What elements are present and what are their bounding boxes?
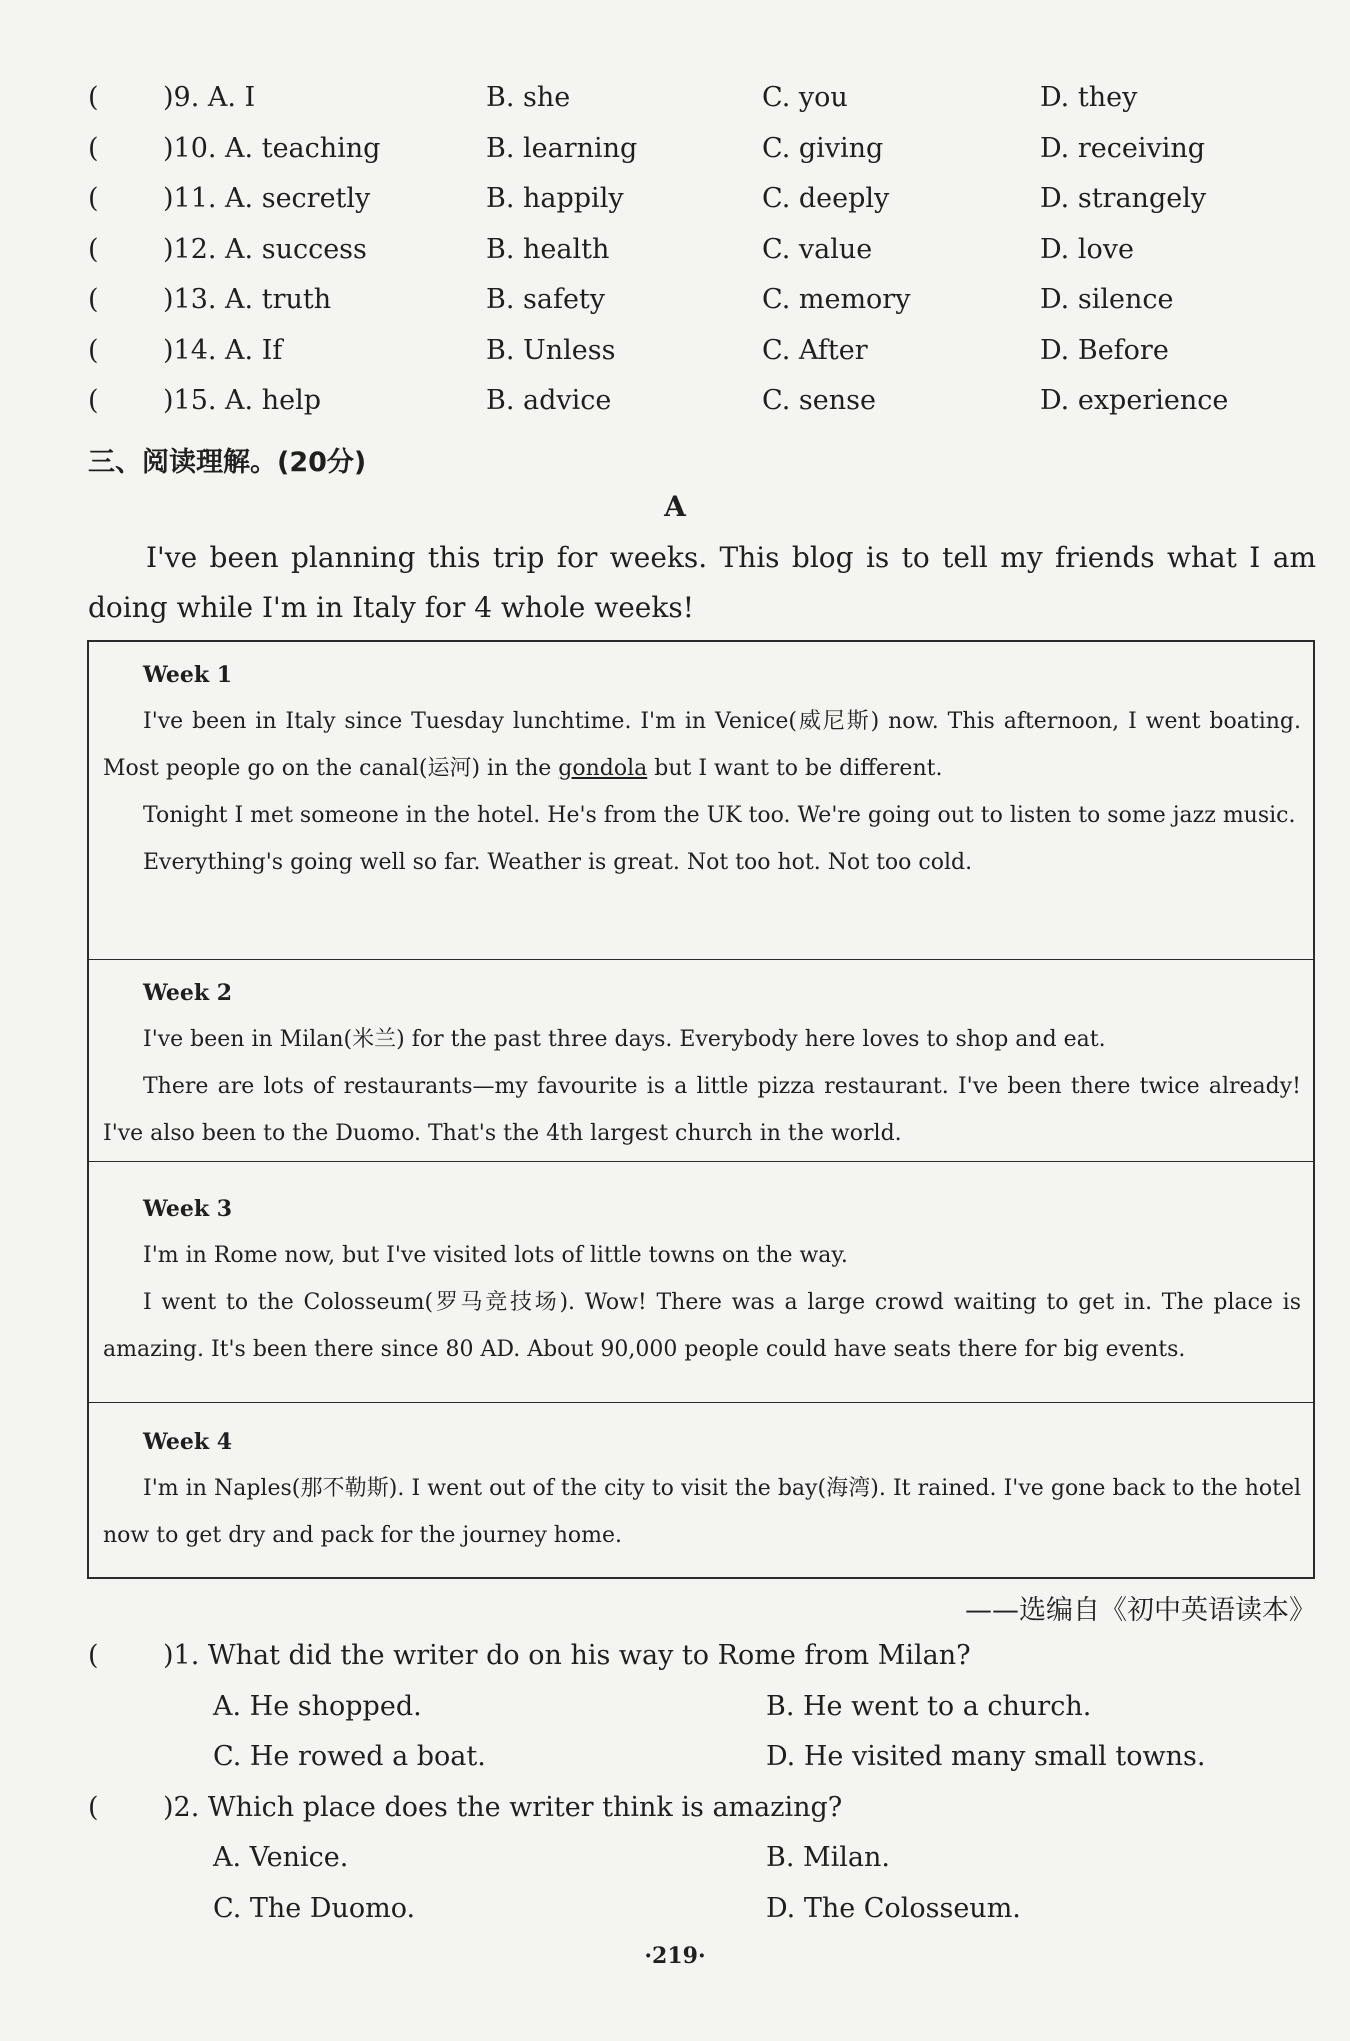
answer-blank[interactable]: ( [88, 334, 99, 366]
option-b: B. health [486, 233, 610, 265]
option-c: C. giving [762, 132, 884, 164]
week-1-entry [89, 642, 1313, 960]
week-3-entry [89, 1162, 1313, 1403]
option-d: D. The Colosseum. [766, 1892, 1021, 1924]
option-a: A. He shopped. [213, 1690, 422, 1722]
question-1-options-row-1 [88, 1691, 1318, 1742]
cloze-question-15 [88, 385, 1318, 436]
reading-questions [88, 1640, 1318, 1943]
cloze-question-9 [88, 82, 1318, 133]
paragraph: I've been in Italy since Tuesday lunchtime. I'm in Venice(威尼斯) now. This afternoon, I went boating. Most people go on the canal(运河) in the gondola but I want to be different. [103, 709, 1301, 781]
paragraph: I'm in Naples(那不勒斯). I went out of the city to visit the bay(海湾). It rained. I've gone back to the hotel now to get dry and pack for the journey home. [103, 1476, 1301, 1548]
option-b: B. He went to a church. [766, 1690, 1092, 1722]
question-text: )2. Which place does the writer think is amazing? [163, 1791, 843, 1823]
option-a: A. Venice. [213, 1842, 349, 1873]
paragraph: I've been in Milan(米兰) for the past three days. Everybody here loves to shop and eat. [143, 1027, 1106, 1052]
option-c: C. The Duomo. [213, 1892, 416, 1924]
page-number: ·219· [644, 1943, 706, 1969]
option-d: D. receiving [1040, 132, 1206, 164]
option-d: D. they [1040, 82, 1138, 113]
option-c: C. value [762, 233, 873, 265]
question-1-options-row-2 [88, 1741, 1318, 1792]
option-d: D. experience [1040, 385, 1229, 416]
section-heading: 三、阅读理解。(20分) [88, 447, 367, 478]
answer-blank[interactable]: ( [88, 233, 99, 265]
week-title: Week 1 [143, 662, 233, 688]
cloze-question-12 [88, 234, 1318, 285]
option-a: )15. A. help [163, 385, 322, 416]
week-title: Week 4 [143, 1429, 233, 1455]
passage-label: A [664, 490, 686, 523]
option-c: C. sense [762, 385, 876, 416]
option-b: B. learning [486, 132, 638, 164]
option-c: C. memory [762, 284, 911, 315]
paragraph: I went to the Colosseum(罗马竞技场). Wow! There was a large crowd waiting to get in. The place is amazing. It's been there since 80 AD. About 90,000 people could have seats there for big events. [103, 1290, 1301, 1362]
answer-blank[interactable]: ( [88, 284, 99, 315]
option-d: D. Before [1040, 334, 1169, 366]
option-a: )11. A. secretly [163, 183, 371, 214]
answer-blank[interactable]: ( [88, 132, 99, 164]
answer-blank[interactable]: ( [88, 183, 99, 214]
cloze-options-list [88, 82, 1318, 436]
option-b: B. happily [486, 183, 624, 214]
cloze-question-10 [88, 133, 1318, 184]
underlined-word: gondola [558, 756, 648, 781]
option-a: )9. A. I [163, 82, 256, 113]
question-text: )1. What did the writer do on his way to Rome from Milan? [163, 1640, 971, 1671]
paragraph: Everything's going well so far. Weather is great. Not too hot. Not too cold. [143, 850, 973, 875]
answer-blank[interactable]: ( [88, 1791, 99, 1823]
option-b: B. advice [486, 385, 612, 416]
option-a: )14. A. If [163, 334, 283, 366]
answer-blank[interactable]: ( [88, 82, 99, 113]
option-b: B. safety [486, 284, 606, 315]
week-title: Week 2 [143, 980, 233, 1006]
cloze-question-13 [88, 284, 1318, 335]
question-2-options-row-1 [88, 1842, 1318, 1893]
option-b: B. Milan. [766, 1842, 890, 1873]
paragraph: There are lots of restaurants—my favourite is a little pizza restaurant. I've been there twice already! I've also been to the Duomo. That's the 4th largest church in the world. [103, 1074, 1301, 1146]
week-4-entry [89, 1403, 1313, 1577]
cloze-question-11 [88, 183, 1318, 234]
week-title: Week 3 [143, 1196, 233, 1222]
option-c: C. you [762, 82, 848, 113]
paragraph: I'm in Rome now, but I've visited lots of little towns on the way. [143, 1243, 848, 1268]
question-1-stem [88, 1640, 1318, 1691]
option-c: C. He rowed a boat. [213, 1741, 486, 1772]
question-2-stem [88, 1792, 1318, 1843]
option-d: D. strangely [1040, 183, 1207, 214]
cloze-question-14 [88, 335, 1318, 386]
paragraph: Tonight I met someone in the hotel. He's from the UK too. We're going out to listen to some jazz music. [143, 803, 1296, 828]
option-a: )13. A. truth [163, 284, 332, 315]
source-note: ——选编自《初中英语读本》 [965, 1595, 1316, 1626]
answer-blank[interactable]: ( [88, 1640, 99, 1671]
option-d: D. He visited many small towns. [766, 1741, 1206, 1772]
week-2-entry [89, 960, 1313, 1162]
blog-table [87, 640, 1315, 1579]
option-b: B. Unless [486, 334, 616, 366]
option-a: )12. A. success [163, 233, 367, 265]
question-2-options-row-2 [88, 1893, 1318, 1944]
option-b: B. she [486, 82, 571, 113]
option-d: D. silence [1040, 284, 1174, 315]
option-c: C. After [762, 334, 868, 366]
passage-intro: I've been planning this trip for weeks. This blog is to tell my friends what I am doing while I'm in Italy for 4 whole weeks! [88, 541, 1316, 624]
option-d: D. love [1040, 233, 1134, 265]
option-a: )10. A. teaching [163, 132, 381, 164]
answer-blank[interactable]: ( [88, 385, 99, 416]
option-c: C. deeply [762, 183, 890, 214]
